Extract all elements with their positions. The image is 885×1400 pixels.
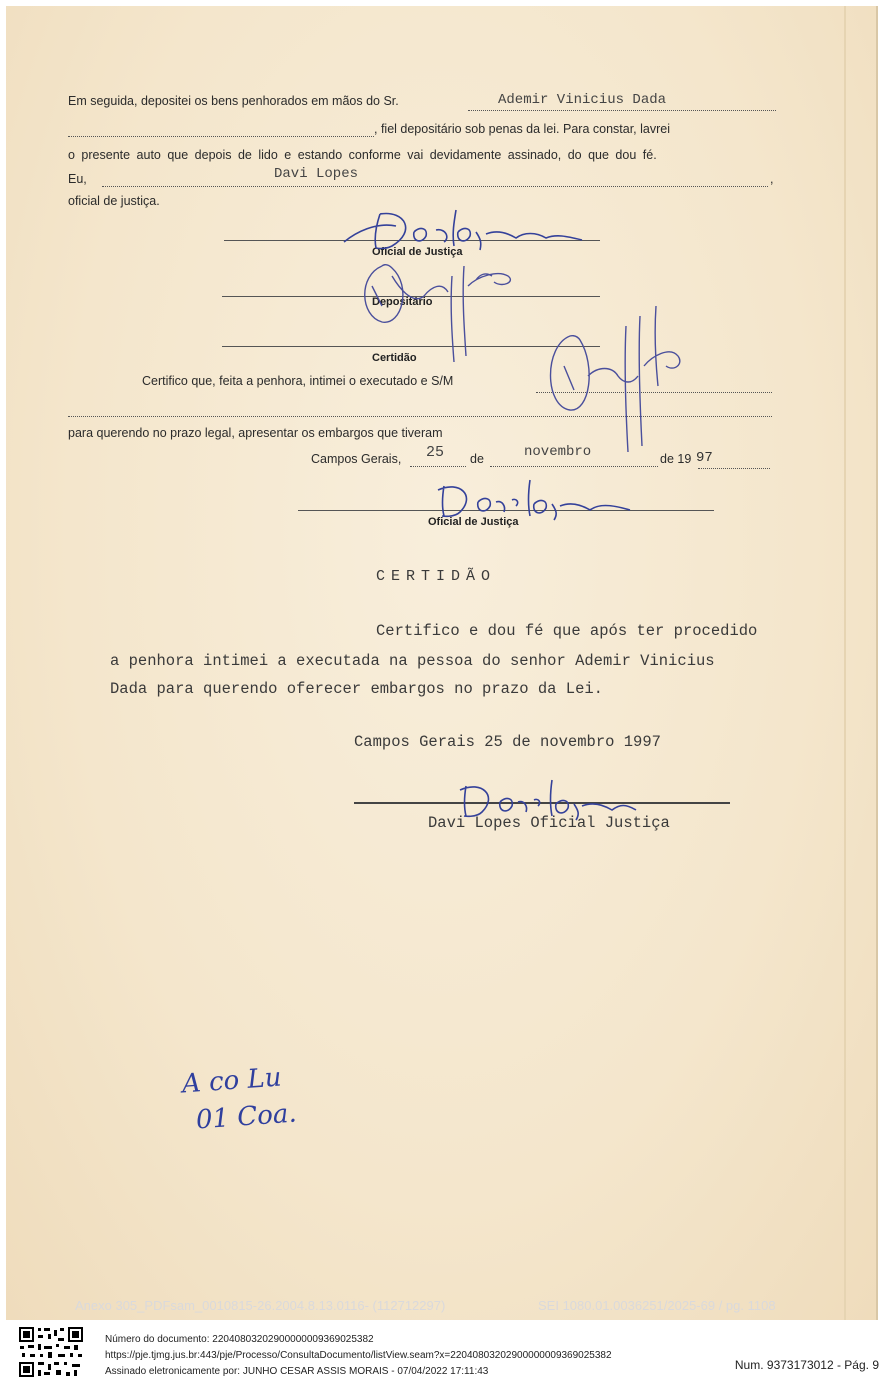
certidao-typed-p3: Dada para querendo oferecer embargos no prazo da Lei. <box>110 680 603 698</box>
auto-line-4-prefix: Eu, <box>68 172 87 186</box>
label-oficial-2: Oficial de Justiça <box>428 516 519 528</box>
certidao-form-heading: Certidão <box>372 352 417 364</box>
qr-code-icon[interactable] <box>18 1326 84 1378</box>
certidao-form-line-1: Certifico que, feita a penhora, intimei o executado e S/M <box>142 374 454 388</box>
fill-line <box>490 466 658 467</box>
page-edge <box>844 6 846 1320</box>
depositario-name: Ademir Vinicius Dada <box>498 92 667 108</box>
certidao-form-line-3: para querendo no prazo legal, apresentar os embargos que tiveram <box>68 426 443 440</box>
auto-line-4-suffix: , <box>770 172 774 186</box>
signed-by: Assinado eletronicamente por: JUNHO CESAR ASSIS MORAIS - 07/04/2022 17:11:43 <box>105 1366 489 1377</box>
auto-line-2: , fiel depositário sob penas da lei. Para constar, lavrei <box>374 122 671 136</box>
watermark-right: SEI 1080.01.0036251/2025-69 / pg. 1108 <box>538 1298 776 1313</box>
handwritten-annotation-line-2: 01 Coa. <box>195 1098 298 1136</box>
auto-line-3: o presente auto que depois de lido e estando conforme vai devidamente assinado, do que dou fé. <box>68 148 657 162</box>
date-day: 25 <box>426 444 445 461</box>
label-depositario: Depositário <box>372 296 433 308</box>
certidao-typed-p1: Certifico e dou fé que após ter procedido <box>376 622 758 640</box>
watermark-left: Anexo 305_PDFsam_0010815-26.2004.8.13.0116- (112712297) <box>75 1298 446 1313</box>
date-de-year: de 19 <box>660 452 692 466</box>
fill-line <box>102 186 768 187</box>
label-oficial: Oficial de Justiça <box>372 246 463 258</box>
doc-url[interactable]: https://pje.tjmg.jus.br:443/pje/Processo/ConsultaDocumento/listView.seam?x=22040803202900000009369025382 <box>105 1350 612 1361</box>
date-de: de <box>470 452 484 466</box>
date-month: novembro <box>524 444 592 460</box>
certidao-typed-p2: a penhora intimei a executada na pessoa do senhor Ademir Vinicius <box>110 652 715 670</box>
doc-number: Número do documento: 22040803202900000009369025382 <box>105 1334 374 1345</box>
signature-oficial-3 <box>452 776 642 822</box>
fill-line <box>410 466 466 467</box>
page-number: Num. 9373173012 - Pág. 9 <box>734 1358 879 1372</box>
date-place: Campos Gerais, <box>311 452 402 466</box>
date-year: 97 <box>696 450 713 466</box>
signature-oficial-2 <box>430 476 640 522</box>
signature-certidao <box>540 306 690 456</box>
auto-line-5: oficial de justiça. <box>68 194 160 208</box>
fill-line <box>468 110 776 111</box>
oficial-name: Davi Lopes <box>274 166 359 182</box>
handwritten-annotation-line-1: A co Lu <box>181 1062 283 1100</box>
signature-depositario <box>352 246 522 366</box>
certidao-typed-signer: Davi Lopes Oficial Justiça <box>428 814 670 832</box>
document-page <box>6 6 878 1320</box>
fill-line <box>68 136 374 137</box>
fill-line <box>698 468 770 469</box>
auto-line-1: Em seguida, depositei os bens penhorados em mãos do Sr. <box>68 94 399 108</box>
certidao-typed-date: Campos Gerais 25 de novembro 1997 <box>354 733 661 751</box>
certidao-typed-heading: CERTIDÃO <box>376 568 497 585</box>
